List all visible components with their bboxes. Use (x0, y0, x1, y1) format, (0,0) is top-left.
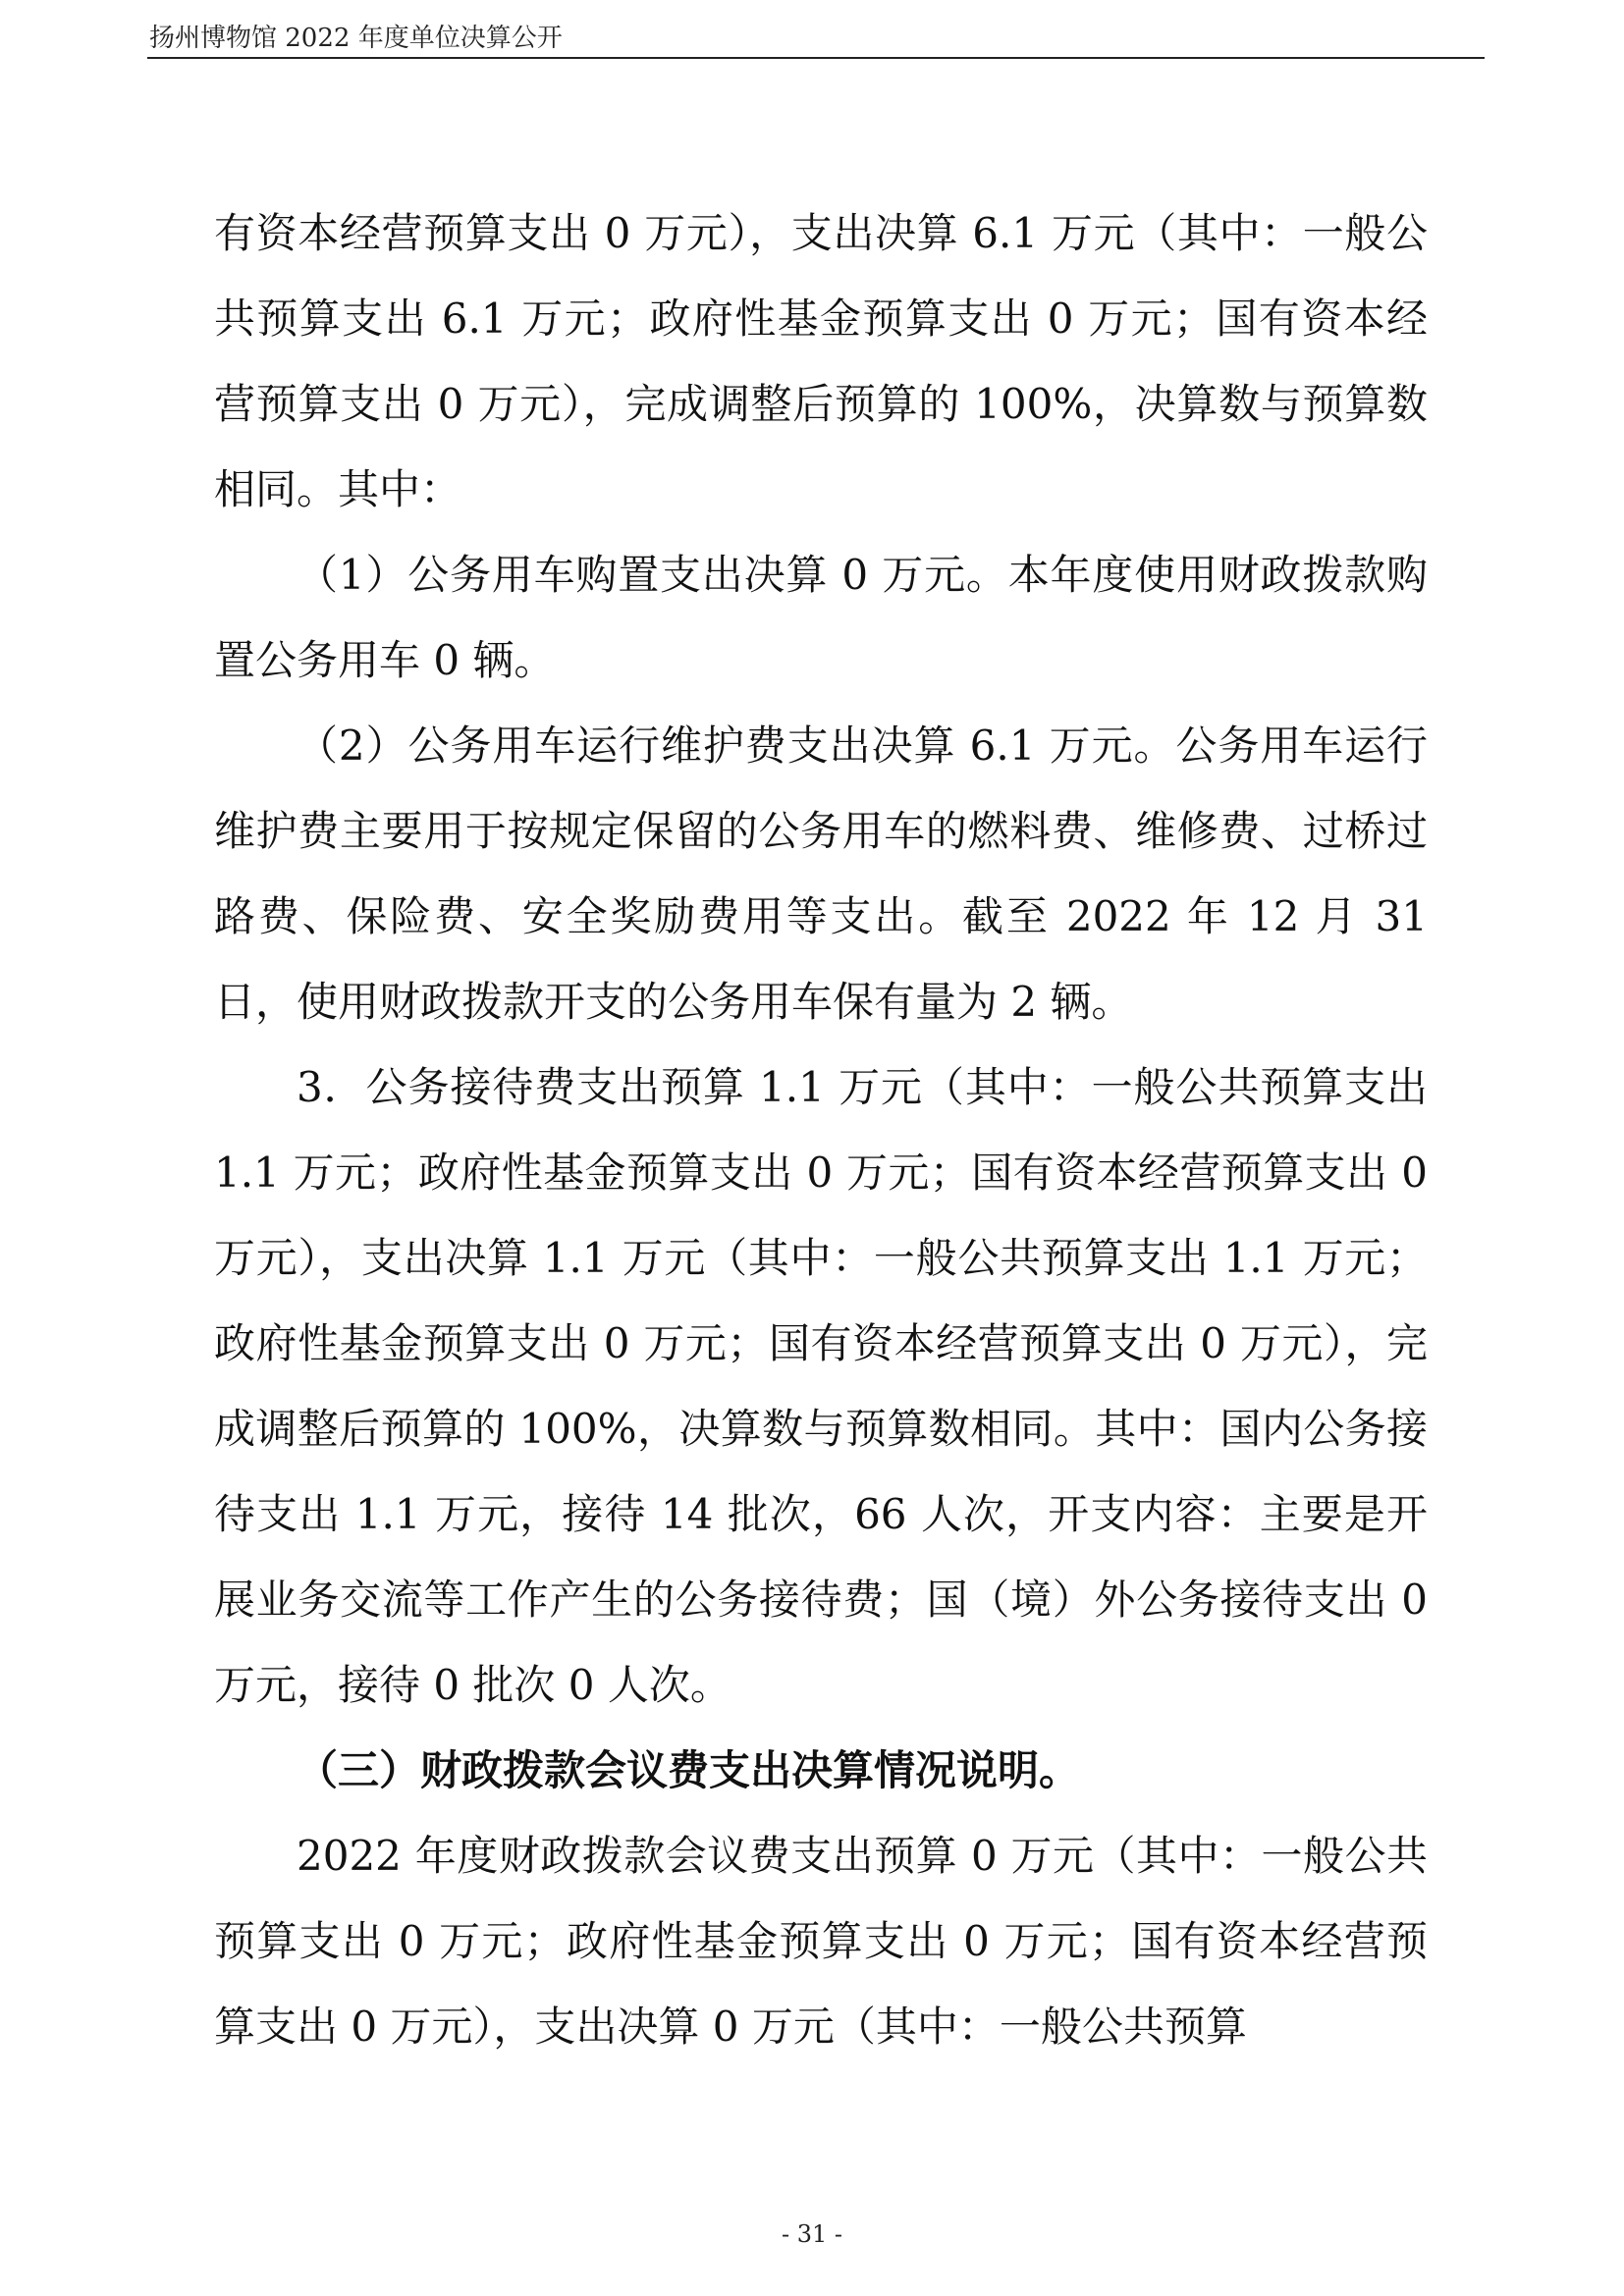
page-number: - 31 - (781, 2220, 842, 2248)
header-divider (147, 57, 1485, 59)
paragraph-reception-expense: 3．公务接待费支出预算 1.1 万元（其中：一般公共预算支出 1.1 万元；政府性基金预算支出 0 万元；国有资本经营预算支出 0 万元），支出决算 1.1 万元（其中：一般公共预算支出 1.1 万元；政府性基金预算支出 0 万元；国有资本经营预算支出 0 万元），完成调整后预算的 100%，决算数与预算数相同。其中：国内公务接待支出 1.1 万元，接待 14 批次，66 人次，开支内容：主要是开展业务交流等工作产生的公务接待费；国（境）外公务接待支出 0 万元，接待 0 批次 0 人次。 (214, 1063, 1428, 1709)
paragraph-vehicle-maintenance: （2）公务用车运行维护费支出决算 6.1 万元。公务用车运行维护费主要用于按规定保留的公务用车的燃料费、维修费、过桥过路费、保险费、安全奖励费用等支出。截至 2022 年 12 月 31 日，使用财政拨款开支的公务用车保有量为 2 辆。 (214, 721, 1428, 1026)
document-body (214, 190, 1428, 2069)
paragraph-meeting-expense: 2022 年度财政拨款会议费支出预算 0 万元（其中：一般公共预算支出 0 万元；政府性基金预算支出 0 万元；国有资本经营预算支出 0 万元），支出决算 0 万元（其中：一般公共预算 (214, 1832, 1428, 2051)
running-header: 扬州博物馆 2022 年度单位决算公开 (149, 24, 563, 53)
paragraph-continuation: 有资本经营预算支出 0 万元），支出决算 6.1 万元（其中：一般公共预算支出 6.1 万元；政府性基金预算支出 0 万元；国有资本经营预算支出 0 万元），完成调整后预算的 100%，决算数与预算数相同。其中： (214, 209, 1428, 513)
paragraph-vehicle-purchase: （1）公务用车购置支出决算 0 万元。本年度使用财政拨款购置公务用车 0 辆。 (214, 551, 1428, 684)
section-heading-meeting-expense: （三）财政拨款会议费支出决算情况说明。 (297, 1746, 1081, 1794)
